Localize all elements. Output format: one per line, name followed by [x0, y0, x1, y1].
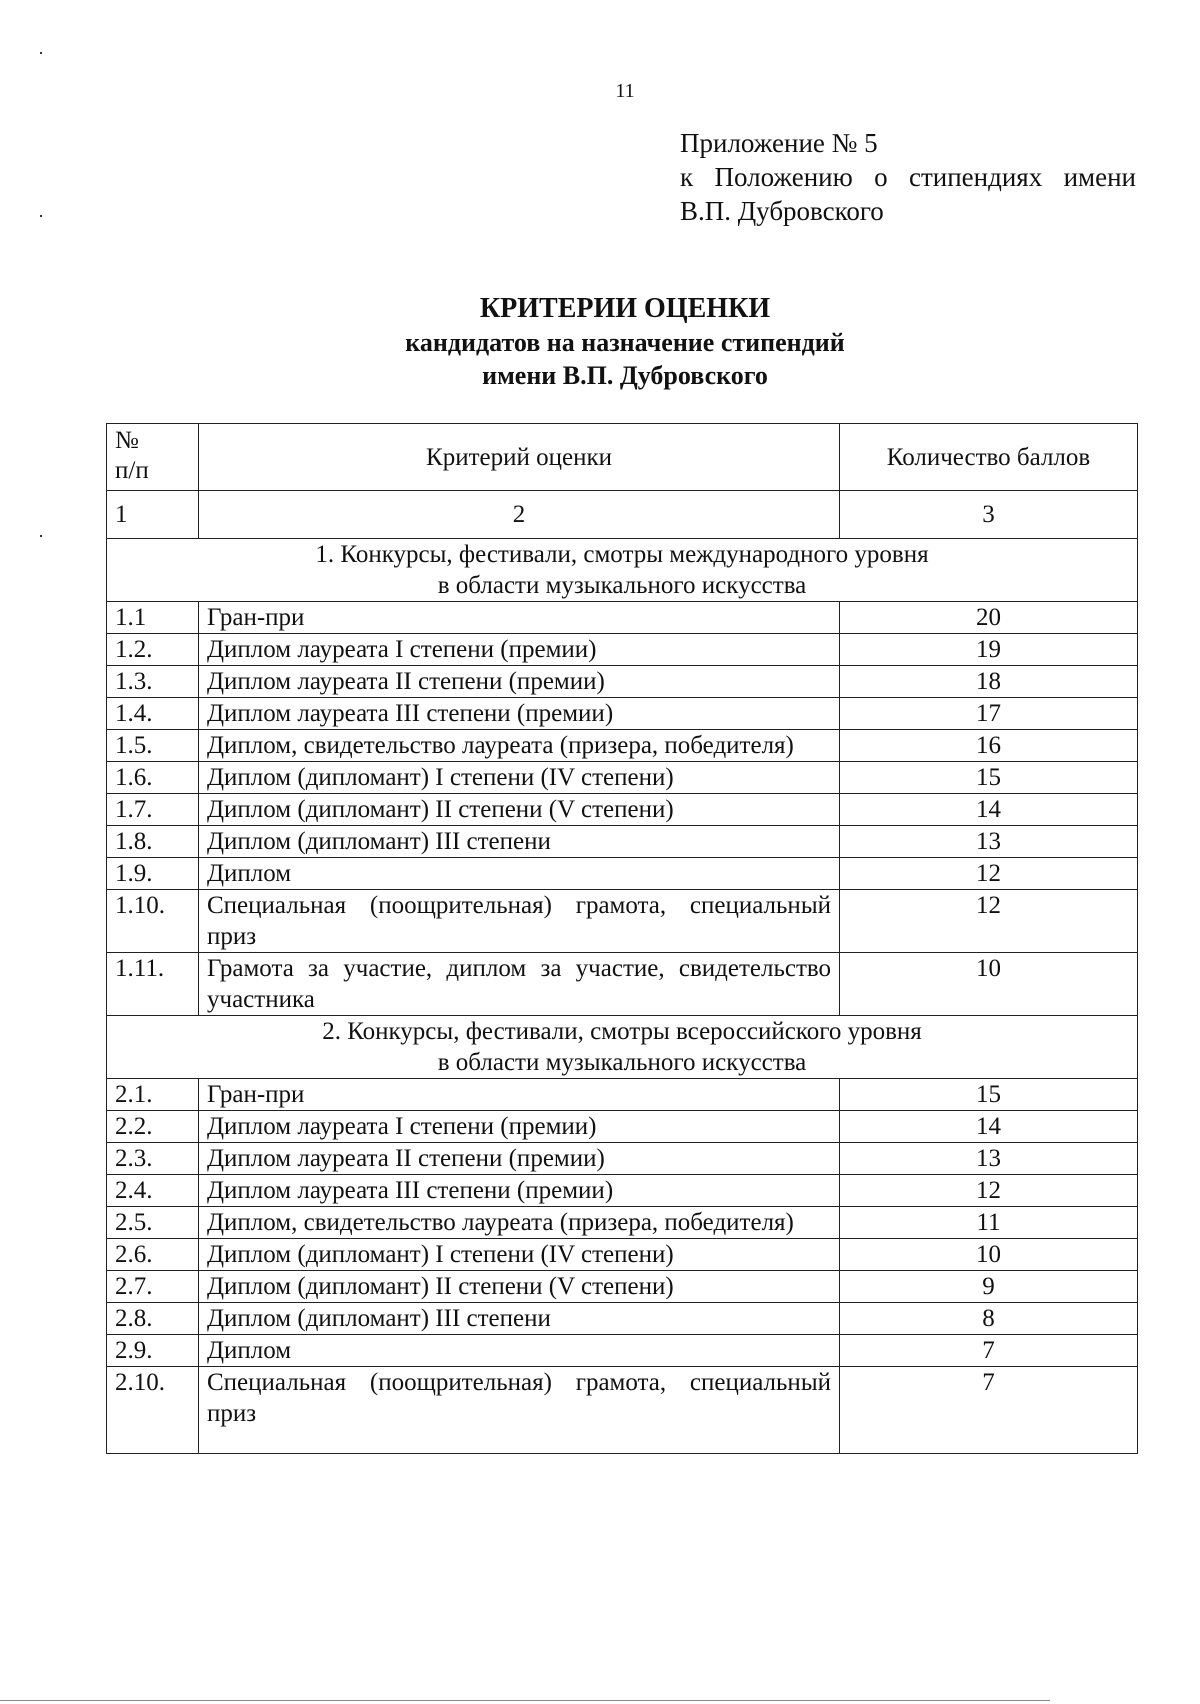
row-points: 19: [840, 634, 1138, 666]
scan-edge-line: [0, 1700, 1050, 1701]
appendix-title: Приложение № 5: [680, 128, 878, 158]
row-criterion: Диплом лауреата II степени (премии): [199, 666, 840, 698]
document-title: [0, 292, 1200, 392]
row-criterion: Диплом, свидетельство лауреата (призера, победителя): [199, 730, 840, 762]
row-criterion: Диплом (дипломант) II степени (V степени): [199, 794, 840, 826]
table-row: [107, 890, 1138, 953]
row-criterion: Диплом: [199, 1335, 840, 1367]
row-points: 10: [840, 953, 1138, 1016]
row-points: 8: [840, 1303, 1138, 1335]
appendix-name: В.П. Дубровского: [680, 196, 884, 226]
scan-dot-3: [40, 535, 42, 537]
table-header-row: [107, 424, 1138, 491]
row-criterion: Диплом: [199, 858, 840, 890]
table-row: [107, 1303, 1138, 1335]
row-points: 18: [840, 666, 1138, 698]
row-number: 2.9.: [107, 1335, 199, 1367]
table-row: [107, 1111, 1138, 1143]
section-header-row: [107, 539, 1138, 602]
row-points: 12: [840, 858, 1138, 890]
row-number: 1.1: [107, 602, 199, 634]
row-number: 1.5.: [107, 730, 199, 762]
row-points: 15: [840, 1079, 1138, 1111]
section-title: [107, 539, 1138, 602]
row-criterion: Специальная (поощрительная) грамота, специальный приз: [199, 890, 840, 953]
table-row: [107, 794, 1138, 826]
header-num: [107, 424, 199, 491]
table-row: [107, 730, 1138, 762]
header-num-line1: №: [115, 427, 139, 454]
row-number: 2.10.: [107, 1367, 199, 1454]
table-row: [107, 1367, 1138, 1454]
table-row: [107, 1207, 1138, 1239]
row-number: 1.4.: [107, 698, 199, 730]
row-points: 11: [840, 1207, 1138, 1239]
row-criterion: Диплом (дипломант) III степени: [199, 1303, 840, 1335]
table-row: [107, 634, 1138, 666]
row-points: 13: [840, 826, 1138, 858]
row-points: 16: [840, 730, 1138, 762]
row-points: 14: [840, 794, 1138, 826]
row-criterion: Грамота за участие, диплом за участие, свидетельство участника: [199, 953, 840, 1016]
page-number: 11: [615, 80, 635, 102]
section-title-line2: в области музыкального искусства: [437, 572, 807, 599]
section-title-line1: 2. Конкурсы, фестивали, смотры всероссийского уровня: [322, 1018, 922, 1045]
table-row: [107, 1143, 1138, 1175]
table-row: [107, 826, 1138, 858]
row-number: 1.3.: [107, 666, 199, 698]
section-title-line1: 1. Конкурсы, фестивали, смотры международного уровня: [315, 541, 929, 568]
row-criterion: Диплом (дипломант) III степени: [199, 826, 840, 858]
criteria-table: [106, 423, 1138, 1454]
row-points: 7: [840, 1367, 1138, 1454]
section-header-row: [107, 1016, 1138, 1079]
row-number: 2.7.: [107, 1271, 199, 1303]
header-criterion: Критерий оценки: [199, 424, 840, 491]
row-criterion: Диплом лауреата I степени (премии): [199, 1111, 840, 1143]
title-main: КРИТЕРИИ ОЦЕНКИ: [479, 293, 771, 324]
row-criterion: Диплом лауреата III степени (премии): [199, 1175, 840, 1207]
column-number-row: [107, 491, 1138, 539]
row-points: 9: [840, 1271, 1138, 1303]
row-criterion: Гран-при: [199, 602, 840, 634]
section-title: [107, 1016, 1138, 1079]
row-points: 20: [840, 602, 1138, 634]
header-points: Количество баллов: [840, 424, 1138, 491]
table-row: [107, 666, 1138, 698]
row-points: 7: [840, 1335, 1138, 1367]
table-row: [107, 698, 1138, 730]
row-number: 1.7.: [107, 794, 199, 826]
title-subtitle-1: кандидатов на назначение стипендий: [405, 328, 845, 357]
row-criterion: Специальная (поощрительная) грамота, специальный приз: [199, 1367, 840, 1454]
table-row: [107, 1335, 1138, 1367]
table-row: [107, 1271, 1138, 1303]
row-number: 1.2.: [107, 634, 199, 666]
row-points: 12: [840, 890, 1138, 953]
row-number: 1.11.: [107, 953, 199, 1016]
row-criterion: Диплом (дипломант) II степени (V степени): [199, 1271, 840, 1303]
table-row: [107, 602, 1138, 634]
row-number: 2.4.: [107, 1175, 199, 1207]
row-number: 1.9.: [107, 858, 199, 890]
row-points: 14: [840, 1111, 1138, 1143]
row-points: 15: [840, 762, 1138, 794]
row-number: 2.2.: [107, 1111, 199, 1143]
row-criterion: Диплом (дипломант) I степени (IV степени): [199, 762, 840, 794]
row-criterion: Диплом лауреата I степени (премии): [199, 634, 840, 666]
row-criterion: Диплом лауреата II степени (премии): [199, 1143, 840, 1175]
column-number-2: 2: [199, 491, 840, 539]
row-number: 1.8.: [107, 826, 199, 858]
row-number: 2.8.: [107, 1303, 199, 1335]
scan-dot-1: [40, 52, 42, 54]
row-points: 12: [840, 1175, 1138, 1207]
table-row: [107, 762, 1138, 794]
row-criterion: Диплом (дипломант) I степени (IV степени): [199, 1239, 840, 1271]
row-points: 13: [840, 1143, 1138, 1175]
row-number: 2.1.: [107, 1079, 199, 1111]
row-number: 2.6.: [107, 1239, 199, 1271]
header-num-line2: п/п: [115, 457, 149, 484]
table-row: [107, 953, 1138, 1016]
row-criterion: Гран-при: [199, 1079, 840, 1111]
row-criterion: Диплом, свидетельство лауреата (призера, победителя): [199, 1207, 840, 1239]
row-number: 2.5.: [107, 1207, 199, 1239]
title-subtitle-2: имени В.П. Дубровского: [482, 361, 768, 390]
row-points: 10: [840, 1239, 1138, 1271]
appendix-reference: [680, 126, 1136, 228]
row-number: 1.6.: [107, 762, 199, 794]
table-row: [107, 1239, 1138, 1271]
row-criterion: Диплом лауреата III степени (премии): [199, 698, 840, 730]
row-number: 1.10.: [107, 890, 199, 953]
row-number: 2.3.: [107, 1143, 199, 1175]
column-number-3: 3: [840, 491, 1138, 539]
column-number-1: 1: [107, 491, 199, 539]
table-row: [107, 1079, 1138, 1111]
scan-dot-2: [40, 215, 42, 217]
table-row: [107, 858, 1138, 890]
row-points: 17: [840, 698, 1138, 730]
section-title-line2: в области музыкального искусства: [437, 1049, 807, 1076]
table-row: [107, 1175, 1138, 1207]
appendix-regulation: к Положению о стипендиях имени: [680, 162, 1136, 192]
